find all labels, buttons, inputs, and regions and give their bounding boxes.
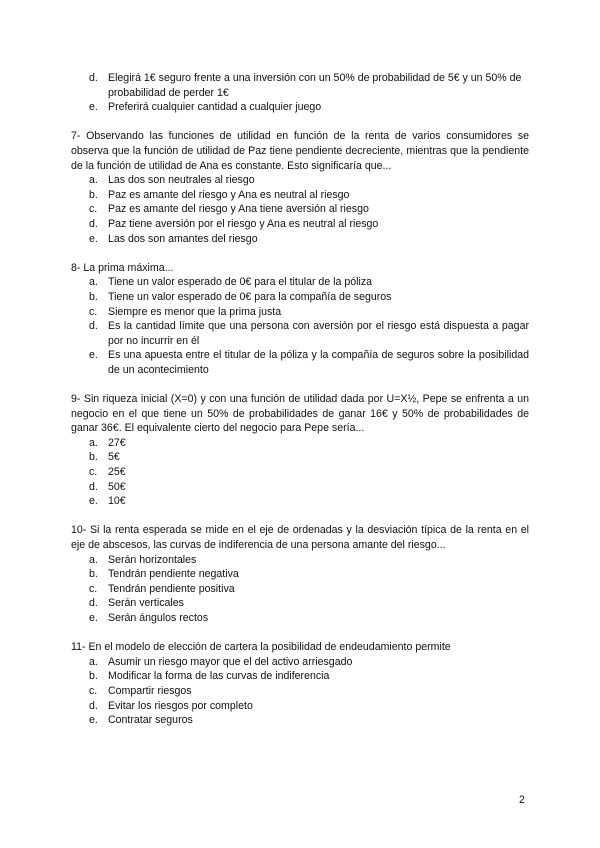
option-item: [71, 611, 529, 626]
option-letter: e.: [89, 714, 98, 727]
option-item: [71, 275, 529, 290]
option-item: [71, 71, 529, 100]
option-item: [71, 553, 529, 568]
question-options: [71, 275, 529, 377]
continued-options: [71, 71, 529, 115]
option-text: Tendrán pendiente positiva: [108, 582, 235, 595]
option-text: Evitar los riesgos por completo: [108, 699, 253, 712]
question-options: [71, 173, 529, 246]
option-letter: b.: [89, 670, 98, 683]
option-letter: b.: [89, 188, 98, 201]
option-text: Compartir riesgos: [108, 684, 192, 697]
option-text: Siempre es menor que la prima justa: [108, 305, 282, 318]
option-text: Asumir un riesgo mayor que el del activo arriesgado: [108, 655, 353, 668]
option-item: [71, 655, 529, 670]
option-item: [71, 290, 529, 305]
option-text: Las dos son amantes del riesgo: [108, 232, 258, 245]
question-options: [71, 553, 529, 626]
question-10: [71, 523, 529, 625]
option-letter: a.: [89, 655, 98, 668]
option-text: 10€: [108, 495, 126, 508]
option-text: Paz es amante del riesgo y Ana tiene aversión al riesgo: [108, 203, 369, 216]
option-item: [71, 567, 529, 582]
option-item: [71, 684, 529, 699]
question-8: [71, 261, 529, 378]
option-letter: a.: [89, 553, 98, 566]
option-item: [71, 217, 529, 232]
option-text: Serán ángulos rectos: [108, 611, 209, 624]
option-text: Tendrán pendiente negativa: [108, 568, 239, 581]
option-item: [71, 188, 529, 203]
option-letter: d.: [89, 699, 98, 712]
option-text: Serán verticales: [108, 597, 184, 610]
question-options: [71, 436, 529, 509]
option-text: Serán horizontales: [108, 553, 197, 566]
option-item: [71, 713, 529, 728]
option-item: [71, 100, 529, 115]
question-stem: 9- Sin riqueza inicial (X=0) y con una función de utilidad dada por U=X½, Pepe se enfrenta a un negocio en el que tiene un 50% de probabilidades de ganar 16€ y 50% de probabilidades de ganar 36€. El equivalente cierto del negocio para Pepe sería...: [71, 393, 529, 435]
option-item: [71, 465, 529, 480]
option-letter: e.: [89, 349, 98, 362]
option-item: [71, 319, 529, 348]
option-text: Tiene un valor esperado de 0€ para la compañía de seguros: [108, 290, 392, 303]
option-text: 50€: [108, 480, 126, 493]
option-text: Tiene un valor esperado de 0€ para el titular de la póliza: [108, 276, 373, 289]
question-9: [71, 392, 529, 509]
question-11: [71, 640, 529, 728]
option-letter: b.: [89, 290, 98, 303]
option-letter: c.: [89, 466, 98, 479]
option-item: [71, 348, 529, 377]
page-content: [71, 71, 529, 728]
option-item: [71, 582, 529, 597]
option-letter: b.: [89, 568, 98, 581]
option-item: [71, 699, 529, 714]
option-item: [71, 436, 529, 451]
option-text: 25€: [108, 466, 126, 479]
option-text: Las dos son neutrales al riesgo: [108, 174, 255, 187]
option-item: [71, 202, 529, 217]
option-letter: d.: [89, 217, 98, 230]
question-stem: 10- Si la renta esperada se mide en el eje de ordenadas y la desviación típica de la renta en el eje de abscesos, las curvas de indiferencia de una persona amante del riesgo...: [71, 524, 529, 551]
question-stem: 7- Observando las funciones de utilidad en función de la renta de varios consumidores se observa que la función de utilidad de Paz tiene pendiente decreciente, mientras que la pendiente de la función de utilidad de Ana es constante. Esto significaría que...: [71, 130, 529, 172]
option-item: [71, 232, 529, 247]
option-letter: e.: [89, 611, 98, 624]
option-letter: a.: [89, 276, 98, 289]
option-letter: d.: [89, 72, 98, 84]
option-letter: a.: [89, 174, 98, 187]
option-letter: a.: [89, 436, 98, 449]
question-stem: 8- La prima máxima...: [71, 261, 174, 274]
option-letter: c.: [89, 582, 98, 595]
option-item: [71, 669, 529, 684]
option-item: [71, 450, 529, 465]
option-item: [71, 305, 529, 320]
option-text: Paz tiene aversión por el riesgo y Ana es neutral al riesgo: [108, 217, 379, 230]
option-letter: e.: [89, 495, 98, 508]
option-item: [71, 173, 529, 188]
option-text: 5€: [108, 451, 120, 464]
option-letter: c.: [89, 203, 98, 216]
option-letter: d.: [89, 480, 98, 493]
option-item: [71, 480, 529, 495]
option-letter: c.: [89, 684, 98, 697]
option-text: Elegirá 1€ seguro frente a una inversión con un 50% de probabilidad de 5€ y un 50% de probabilidad de perder 1€: [108, 72, 522, 99]
option-text: Modificar la forma de las curvas de indiferencia: [108, 670, 330, 683]
option-letter: d.: [89, 320, 98, 333]
option-text: Es la cantidad límite que una persona con aversión por el riesgo está dispuesta a pagar por no incurrir en él: [108, 320, 529, 347]
question-options: [71, 655, 529, 728]
option-text: Contratar seguros: [108, 714, 193, 727]
question-7: [71, 129, 529, 246]
option-text: 27€: [108, 436, 126, 449]
option-letter: e.: [89, 232, 98, 245]
question-stem: 11- En el modelo de elección de cartera la posibilidad de endeudamiento permite: [71, 641, 451, 654]
option-item: [71, 494, 529, 509]
option-text: Es una apuesta entre el titular de la póliza y la compañía de seguros sobre la posibilidad de un acontecimiento: [108, 349, 529, 376]
option-letter: c.: [89, 305, 98, 318]
option-letter: d.: [89, 597, 98, 610]
option-text: Paz es amante del riesgo y Ana es neutral al riesgo: [108, 188, 350, 201]
option-letter: e.: [89, 101, 98, 114]
option-item: [71, 596, 529, 611]
page-number: 2: [519, 794, 525, 806]
option-text: Preferirá cualquier cantidad a cualquier juego: [108, 101, 322, 114]
option-letter: b.: [89, 451, 98, 464]
